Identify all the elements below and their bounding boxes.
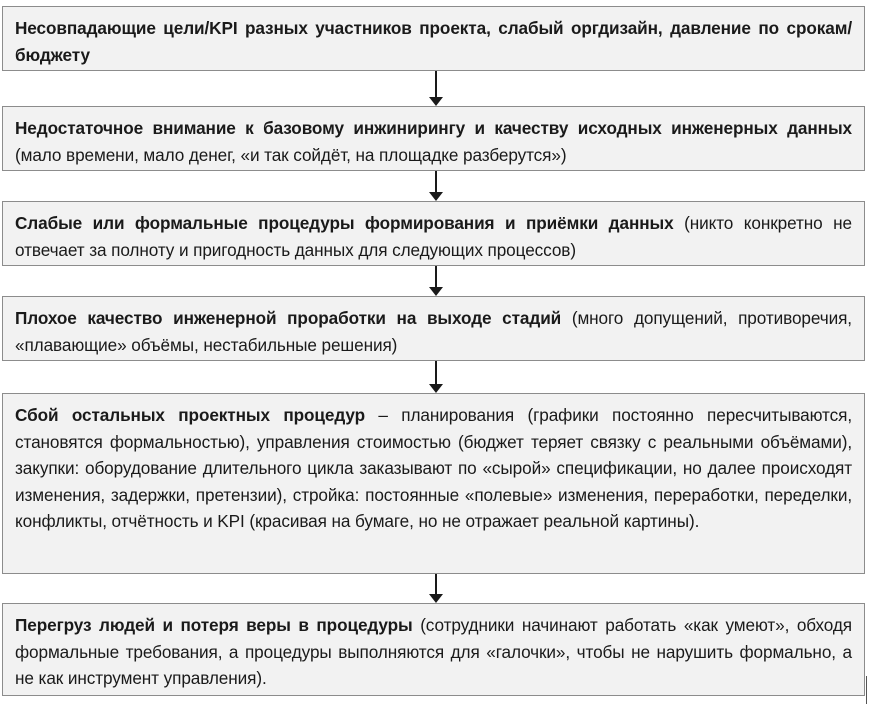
flow-step-5-bold: Сбой остальных проектных процедур bbox=[15, 405, 365, 425]
flow-step-5 bbox=[2, 393, 865, 574]
down-arrow-icon bbox=[429, 71, 443, 106]
flow-step-6 bbox=[2, 603, 865, 696]
down-arrow-icon bbox=[429, 171, 443, 201]
flow-step-1-bold: Несовпадающие цели/KPI разных участников проекта, слабый оргдизайн, давление по срокам/бюджету bbox=[15, 18, 852, 65]
flow-step-1 bbox=[2, 6, 865, 71]
flow-step-4-bold: Плохое качество инженерной проработки на выходе стадий bbox=[15, 308, 562, 328]
flow-step-3-text: (никто конкретно не отвечает за полноту и пригодность данных для следующих процессов) bbox=[15, 213, 852, 260]
flow-step-4 bbox=[2, 296, 865, 361]
flow-step-2-bold: Недостаточное внимание к базовому инжинирингу и качеству исходных инженерных данных bbox=[15, 118, 852, 138]
flow-step-6-text: (сотрудники начинают работать «как умеют», обходя формальные требования, а процедуры выполняются для «галочки», чтобы не нарушить формально, а не как инструмент управления). bbox=[15, 615, 852, 688]
down-arrow-icon bbox=[429, 361, 443, 393]
flow-step-2-text: (мало времени, мало денег, «и так сойдёт, на площадке разберутся») bbox=[15, 144, 567, 165]
flow-step-6-bold: Перегруз людей и потеря веры в процедуры bbox=[15, 615, 413, 635]
down-arrow-icon bbox=[429, 266, 443, 296]
flow-step-3 bbox=[2, 201, 865, 266]
flow-step-3-bold: Слабые или формальные процедуры формирования и приёмки данных bbox=[15, 213, 674, 233]
flow-step-5-text: – планирования (графики постоянно пересчитываются, становятся формальностью), управления стоимостью (бюджет теряет связку с реальными объёмами), закупки: оборудование длительного цикла заказывают по «сырой» спецификации, но далее происходят изменения, задержки, претензии), стройка: постоянные «полевые» изменения, переработки, переделки, конфликты, отчётность и KPI (красивая на бумаге, но не отражает реальной картины). bbox=[15, 405, 852, 531]
flow-step-2 bbox=[2, 106, 865, 171]
edge-divider bbox=[866, 676, 867, 704]
flow-step-4-text: (много допущений, противоречия, «плавающие» объёмы, нестабильные решения) bbox=[15, 308, 852, 355]
down-arrow-icon bbox=[429, 574, 443, 603]
